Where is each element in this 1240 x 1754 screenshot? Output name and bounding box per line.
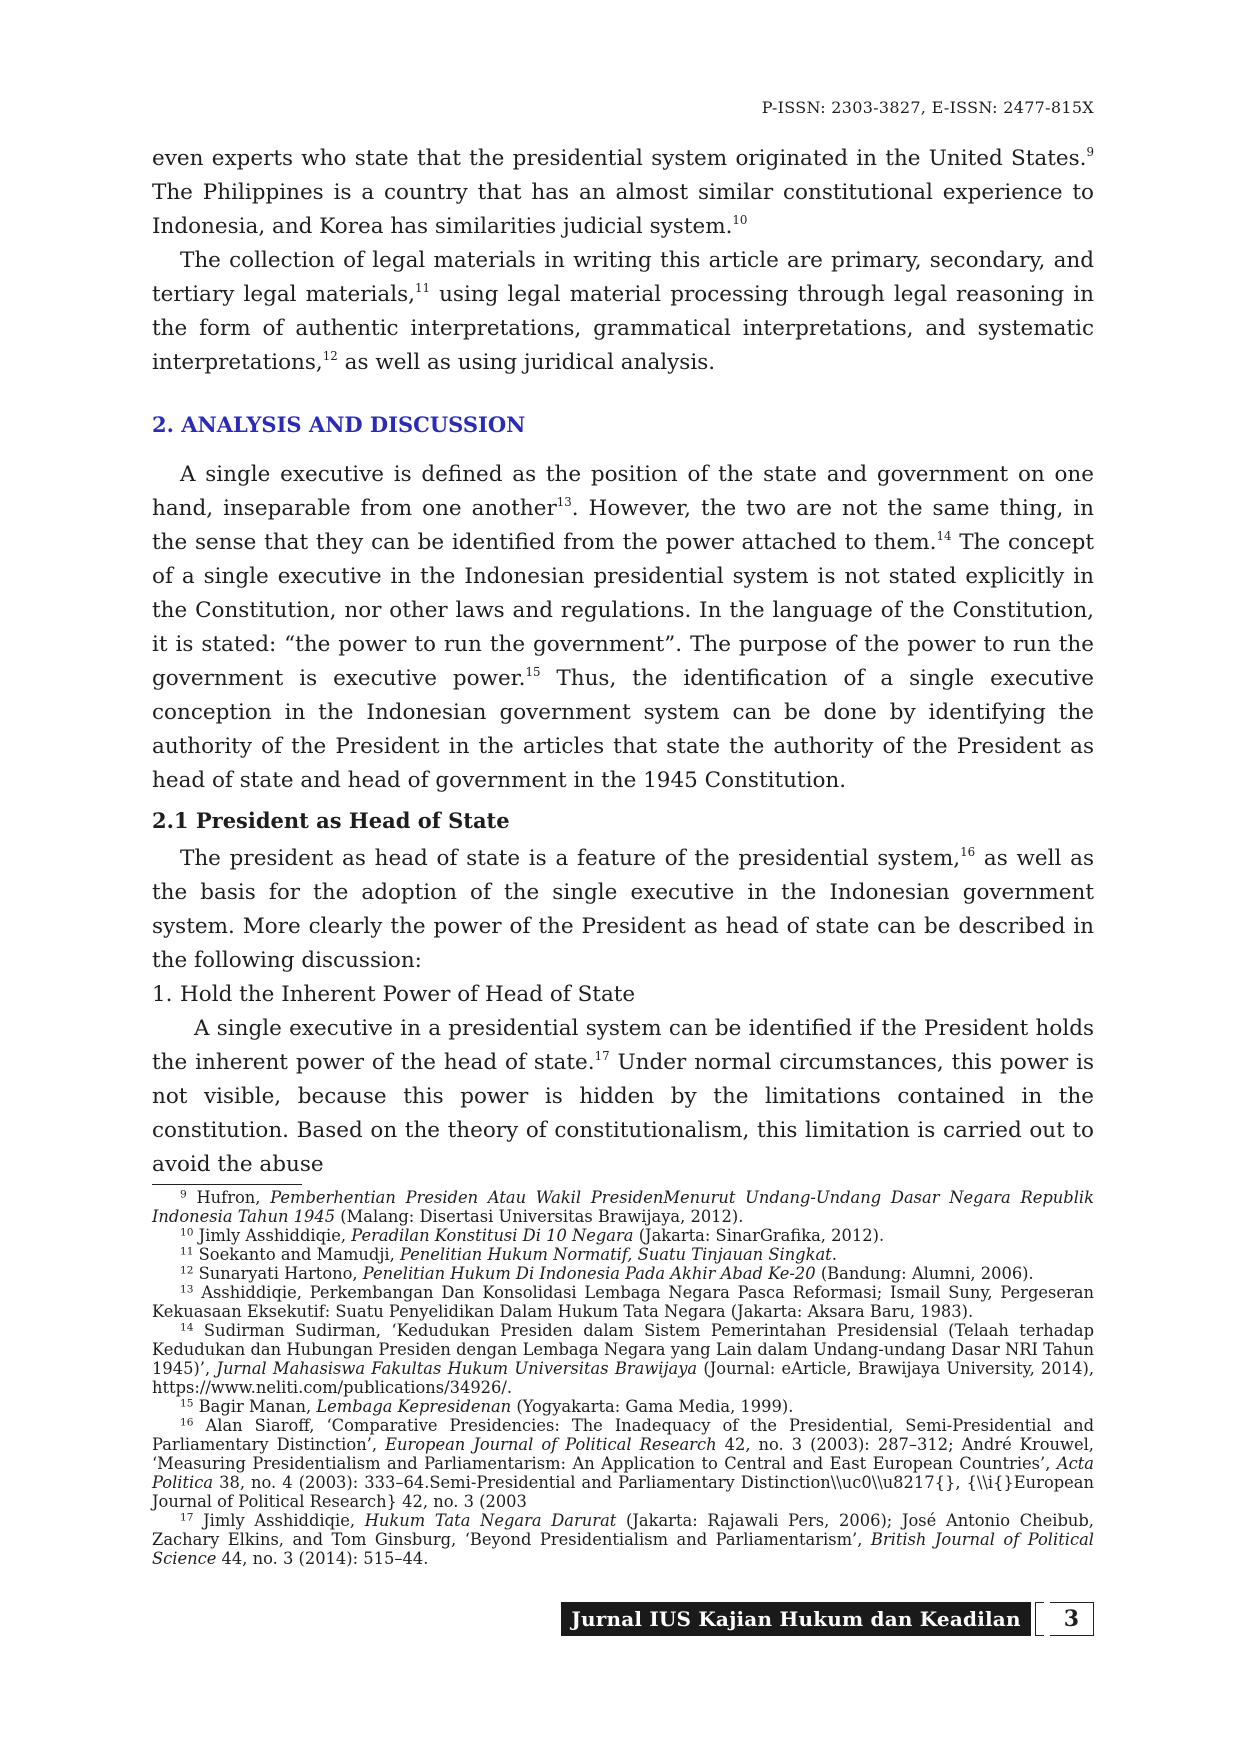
paragraph-text: The president as head of state is a feature of the presidential system, xyxy=(180,846,961,871)
footnote-title: Penelitian Hukum Di Indonesia Pada Akhir Abad Ke-20 xyxy=(362,1264,816,1283)
footnote-15 xyxy=(152,1397,1094,1416)
footnote-text: (Yogyakarta: Gama Media, 1999). xyxy=(511,1397,794,1416)
footnote-17 xyxy=(152,1511,1094,1568)
list-item xyxy=(152,978,1094,1012)
paragraph-text: as well as the basis for the adoption of the single executive in the Indonesian government system. More clearly the power of the President as head of state can be described in the following discussion: xyxy=(152,846,1094,973)
subsection-heading: 2.1 President as Head of State xyxy=(152,808,510,833)
footnote-title: European Journal of Political Research xyxy=(385,1435,717,1454)
paragraph-5 xyxy=(152,1012,1094,1182)
footnote-text: 38, no. 4 (2003): 333–64.Semi-Presidential and Parliamentary Distinction\\uc0\\u8217{}, {\\i{}European Journal of Political Research} 42, no. 3 (2003 xyxy=(152,1473,1094,1511)
footnote-text: . xyxy=(831,1245,837,1264)
footnote-text: 42, no. 3 (2003): 287–312; André Krouwel, ‘Measuring Presidentialism and Parliamentarism: An Application to Central and East European Countries’, xyxy=(152,1435,1094,1473)
footnote-text: Soekanto and Mamudji, xyxy=(193,1245,400,1264)
footnote-text: Jimly Asshiddiqie, xyxy=(193,1511,365,1530)
paragraph-text: The Philippines is a country that has an almost similar constitutional experience to Indonesia, and Korea has similarities judicial system. xyxy=(152,180,1094,239)
footnote-number: 14 xyxy=(180,1321,194,1334)
footnote-title: Penelitian Hukum Normatif, Suatu Tinjauan Singkat xyxy=(399,1245,832,1264)
footnote-title: Jurnal Mahasiswa Fakultas Hukum Universitas Brawijaya xyxy=(216,1359,698,1378)
footnotes xyxy=(152,1188,1094,1568)
footnote-ref[interactable]: 16 xyxy=(960,845,976,860)
footnote-number: 15 xyxy=(180,1397,194,1410)
footnote-ref[interactable]: 15 xyxy=(525,665,541,680)
section-heading: 2. ANALYSIS AND DISCUSSION xyxy=(152,412,526,437)
page-footer xyxy=(561,1602,1094,1636)
footnote-title: Pemberhentian Presiden Atau Wakil PresidenMenurut Undang-Undang Dasar Negara Republik Indonesia Tahun 1945 xyxy=(152,1188,1094,1226)
footnote-ref[interactable]: 11 xyxy=(414,281,430,296)
footnote-text: Sunaryati Hartono, xyxy=(193,1264,363,1283)
issn-header: P-ISSN: 2303-3827, E-ISSN: 2477-815X xyxy=(761,98,1094,117)
footnote-number: 9 xyxy=(180,1188,187,1201)
footnote-number: 13 xyxy=(180,1283,194,1296)
paragraph-text: even experts who state that the presidential system originated in the United States. xyxy=(152,146,1087,171)
footnote-16 xyxy=(152,1416,1094,1511)
footnote-ref[interactable]: 13 xyxy=(556,495,572,510)
footnote-text: (Jakarta: Rajawali Pers, 2006); José Antonio Cheibub, Zachary Elkins, and Tom Ginsburg, ‘Beyond Presidentialism and Parliamentarism’, xyxy=(152,1511,1094,1549)
paragraph-text: A single executive in a presidential system can be identified if the President holds the inherent power of the head of state. xyxy=(152,1016,1094,1075)
paragraph-2 xyxy=(152,244,1094,380)
footnote-text: Hufron, xyxy=(186,1188,271,1207)
footnote-title: Hukum Tata Negara Darurat xyxy=(364,1511,617,1530)
footnote-text: Bagir Manan, xyxy=(193,1397,317,1416)
paragraph-text: Thus, the identification of a single executive conception in the Indonesian government system can be done by identifying the authority of the President in the articles that state the authority of the President as head of state and head of government in the 1945 Constitution. xyxy=(152,666,1094,793)
footnote-text: 44, no. 3 (2014): 515–44. xyxy=(216,1549,429,1568)
footnote-number: 12 xyxy=(180,1264,194,1277)
footnote-text: Alan Siaroff, ‘Comparative Presidencies: The Inadequacy of the Presidential, Semi-Presidential and Parliamentary Distinction’, xyxy=(152,1416,1094,1454)
paragraph-text: as well as using juridical analysis. xyxy=(337,350,716,375)
footnote-text: Jimly Asshiddiqie, xyxy=(193,1226,352,1245)
paragraph-text: . However, the two are not the same thing, in the sense that they can be identified from the power attached to them. xyxy=(152,496,1094,555)
paragraph-text: using legal material processing through legal reasoning in the form of authentic interpretations, grammatical interpretations, and systematic interpretations, xyxy=(152,282,1094,375)
footnote-11 xyxy=(152,1245,1094,1264)
list-label: Hold the Inherent Power of Head of State xyxy=(180,982,636,1007)
footnote-12 xyxy=(152,1264,1094,1283)
footnote-number: 11 xyxy=(180,1245,194,1258)
article-body xyxy=(152,142,1094,1182)
paragraph-text: A single executive is defined as the position of the state and government on one hand, inseparable from one another xyxy=(152,462,1094,521)
footnote-text: (Malang: Disertasi Universitas Brawijaya, 2012). xyxy=(335,1207,744,1226)
footnote-ref[interactable]: 17 xyxy=(594,1049,610,1064)
journal-name: Jurnal IUS Kajian Hukum dan Keadilan xyxy=(561,1602,1030,1636)
list-number: 1. xyxy=(152,982,173,1007)
footnote-14 xyxy=(152,1321,1094,1397)
footnote-ref[interactable]: 10 xyxy=(732,213,748,228)
footnote-divider xyxy=(152,1184,302,1185)
footnote-number: 17 xyxy=(180,1511,194,1524)
paragraph-4 xyxy=(152,842,1094,978)
footnote-13 xyxy=(152,1283,1094,1321)
footnote-title: Acta Politica xyxy=(152,1454,1094,1492)
footnote-ref[interactable]: 14 xyxy=(936,529,952,544)
footnote-title: Lembaga Kepresidenan xyxy=(316,1397,512,1416)
page-number: 3 xyxy=(1050,1602,1094,1636)
footnote-title: British Journal of Political Science xyxy=(152,1530,1094,1568)
footnote-9 xyxy=(152,1188,1094,1226)
paragraph-3 xyxy=(152,458,1094,798)
footnote-text: Asshiddiqie, Perkembangan Dan Konsolidasi Lembaga Negara Pasca Reformasi; Ismail Suny, Pergeseran Kekuasaan Eksekutif: Suatu Penyelidikan Dalam Hukum Tata Negara (Jakarta: Aksara Baru, 1983). xyxy=(152,1283,1094,1321)
footnote-text: Sudirman Sudirman, ‘Kedudukan Presiden dalam Sistem Pemerintahan Presidensial (Telaah terhadap Kedudukan dan Hubungan Presiden dengan Lembaga Negara yang Lain dalam Undang-undang Dasar NRI Tahun 1945)’, xyxy=(152,1321,1094,1378)
footnote-10 xyxy=(152,1226,1094,1245)
footnote-text: (Bandung: Alumni, 2006). xyxy=(815,1264,1034,1283)
footnote-number: 16 xyxy=(180,1416,194,1429)
footnote-text: (Jakarta: SinarGrafika, 2012). xyxy=(633,1226,885,1245)
paragraph-1 xyxy=(152,142,1094,244)
footnote-title: Peradilan Konstitusi Di 10 Negara xyxy=(351,1226,634,1245)
footnote-text: (Journal: eArticle, Brawijaya University, 2014), https://www.neliti.com/publications/34926/. xyxy=(152,1359,1094,1397)
paragraph-text: The collection of legal materials in writing this article are primary, secondary, and tertiary legal materials, xyxy=(152,248,1094,307)
footer-bracket xyxy=(1035,1602,1044,1636)
paragraph-text: Under normal circumstances, this power is not visible, because this power is hidden by the limitations contained in the constitution. Based on the theory of constitutionalism, this limitation is carried out to avoid the abuse xyxy=(152,1050,1094,1177)
paragraph-text: The concept of a single executive in the Indonesian presidential system is not stated explicitly in the Constitution, nor other laws and regulations. In the language of the Constitution, it is stated: “the power to run the government”. The purpose of the power to run the government is executive power. xyxy=(152,530,1094,691)
footnote-ref[interactable]: 12 xyxy=(322,349,338,364)
footnote-number: 10 xyxy=(180,1226,194,1239)
footnote-ref[interactable]: 9 xyxy=(1086,145,1094,160)
